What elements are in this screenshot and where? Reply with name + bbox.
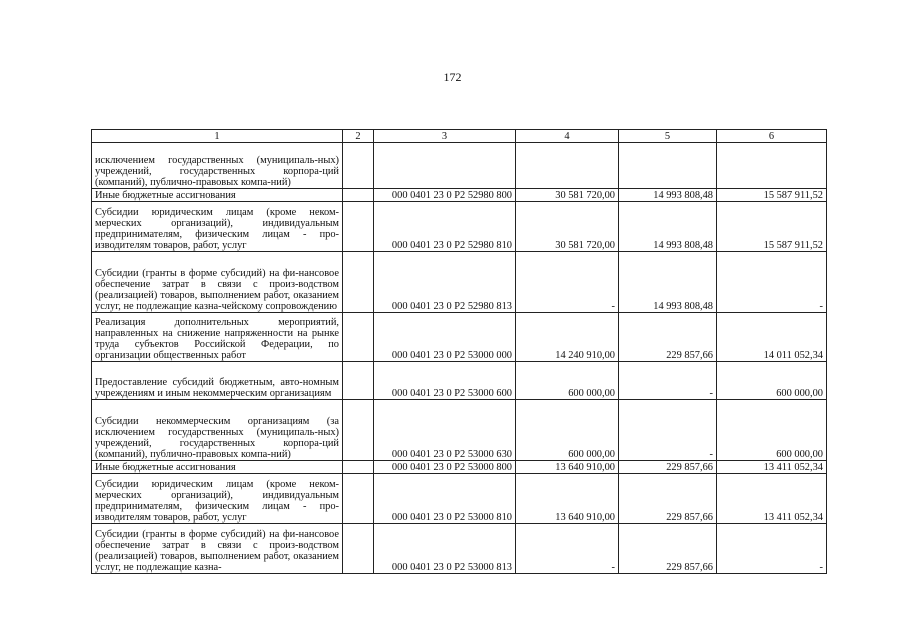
row-code: 000 0401 23 0 Р2 53000 000: [374, 313, 516, 362]
row-col2: [343, 400, 374, 461]
header-col-2: 2: [343, 130, 374, 143]
header-col-6: 6: [717, 130, 827, 143]
row-name: Реализация дополнительных мероприятий, направленных на снижение напряженности на рынке труда субъектов Российской Федерации, по организации общественных работ: [92, 313, 343, 362]
row-name: Субсидии (гранты в форме субсидий) на фи-нансовое обеспечение затрат в связи с произ-водством (реализацией) товаров, выполнением работ, оказанием услуг, не подлежащие казна-чейскому сопровождению: [92, 252, 343, 313]
row-code: 000 0401 23 0 Р2 53000 630: [374, 400, 516, 461]
table-row: [92, 252, 827, 313]
table-row: [92, 202, 827, 252]
row-code: 000 0401 23 0 Р2 52980 813: [374, 252, 516, 313]
row-value-5: 14 993 808,48: [619, 252, 717, 313]
row-value-5: [619, 143, 717, 189]
row-value-5: 229 857,66: [619, 524, 717, 574]
row-name: Иные бюджетные ассигнования: [92, 189, 343, 202]
row-code: [374, 143, 516, 189]
row-name: Предоставление субсидий бюджетным, авто-номным учреждениям и иным некоммерческим организациям: [92, 362, 343, 400]
row-value-5: 229 857,66: [619, 461, 717, 474]
row-col2: [343, 524, 374, 574]
header-col-4: 4: [516, 130, 619, 143]
table-row: [92, 189, 827, 202]
row-name: Субсидии некоммерческим организациям (за исключением государственных (муниципаль-ных) учреждений, государственных корпора-ций (компаний), публично-правовых компа-ний): [92, 400, 343, 461]
header-row: [92, 130, 827, 143]
row-name: Субсидии юридическим лицам (кроме неком-мерческих организаций), индивидуальным предпринимателям, физическим лицам - про-изводителям товаров, работ, услуг: [92, 202, 343, 252]
row-code: 000 0401 23 0 Р2 53000 813: [374, 524, 516, 574]
row-value-6: 600 000,00: [717, 400, 827, 461]
row-name: Субсидии (гранты в форме субсидий) на фи-нансовое обеспечение затрат в связи с произ-водством (реализацией) товаров, выполнением работ, оказанием услуг, не подлежащие казна-: [92, 524, 343, 574]
row-value-4: 30 581 720,00: [516, 189, 619, 202]
row-code: 000 0401 23 0 Р2 53000 800: [374, 461, 516, 474]
row-value-6: 13 411 052,34: [717, 461, 827, 474]
row-col2: [343, 202, 374, 252]
row-code: 000 0401 23 0 Р2 53000 600: [374, 362, 516, 400]
row-value-6: 600 000,00: [717, 362, 827, 400]
row-value-5: 14 993 808,48: [619, 202, 717, 252]
row-name: исключением государственных (муниципаль-ных) учреждений, государственных корпора-ций (компаний), публично-правовых компа-ний): [92, 143, 343, 189]
row-value-5: -: [619, 400, 717, 461]
row-value-6: 15 587 911,52: [717, 189, 827, 202]
row-value-5: 14 993 808,48: [619, 189, 717, 202]
row-value-4: -: [516, 252, 619, 313]
row-value-4: 13 640 910,00: [516, 474, 619, 524]
row-value-4: 600 000,00: [516, 362, 619, 400]
row-col2: [343, 189, 374, 202]
row-value-5: 229 857,66: [619, 474, 717, 524]
page-number: 172: [443, 70, 462, 84]
row-code: 000 0401 23 0 Р2 52980 800: [374, 189, 516, 202]
header-col-5: 5: [619, 130, 717, 143]
table-row: [92, 474, 827, 524]
row-value-6: 15 587 911,52: [717, 202, 827, 252]
row-value-4: 14 240 910,00: [516, 313, 619, 362]
table-row: [92, 362, 827, 400]
row-value-4: 30 581 720,00: [516, 202, 619, 252]
row-value-6: 14 011 052,34: [717, 313, 827, 362]
table-row: [92, 313, 827, 362]
header-col-1: 1: [92, 130, 343, 143]
table-row: [92, 400, 827, 461]
row-value-6: -: [717, 524, 827, 574]
table-row: [92, 524, 827, 574]
row-code: 000 0401 23 0 Р2 53000 810: [374, 474, 516, 524]
row-value-5: -: [619, 362, 717, 400]
row-col2: [343, 313, 374, 362]
header-col-3: 3: [374, 130, 516, 143]
row-col2: [343, 362, 374, 400]
row-col2: [343, 143, 374, 189]
row-col2: [343, 461, 374, 474]
row-value-4: -: [516, 524, 619, 574]
row-value-4: 13 640 910,00: [516, 461, 619, 474]
row-value-4: [516, 143, 619, 189]
row-name: Субсидии юридическим лицам (кроме неком-мерческих организаций), индивидуальным предпринимателям, физическим лицам - про-изводителям товаров, работ, услуг: [92, 474, 343, 524]
row-value-4: 600 000,00: [516, 400, 619, 461]
row-value-6: -: [717, 252, 827, 313]
row-value-5: 229 857,66: [619, 313, 717, 362]
row-col2: [343, 474, 374, 524]
row-col2: [343, 252, 374, 313]
row-value-6: 13 411 052,34: [717, 474, 827, 524]
row-code: 000 0401 23 0 Р2 52980 810: [374, 202, 516, 252]
row-value-6: [717, 143, 827, 189]
table-row: [92, 143, 827, 189]
table-row: [92, 461, 827, 474]
row-name: Иные бюджетные ассигнования: [92, 461, 343, 474]
budget-table: [91, 129, 827, 574]
